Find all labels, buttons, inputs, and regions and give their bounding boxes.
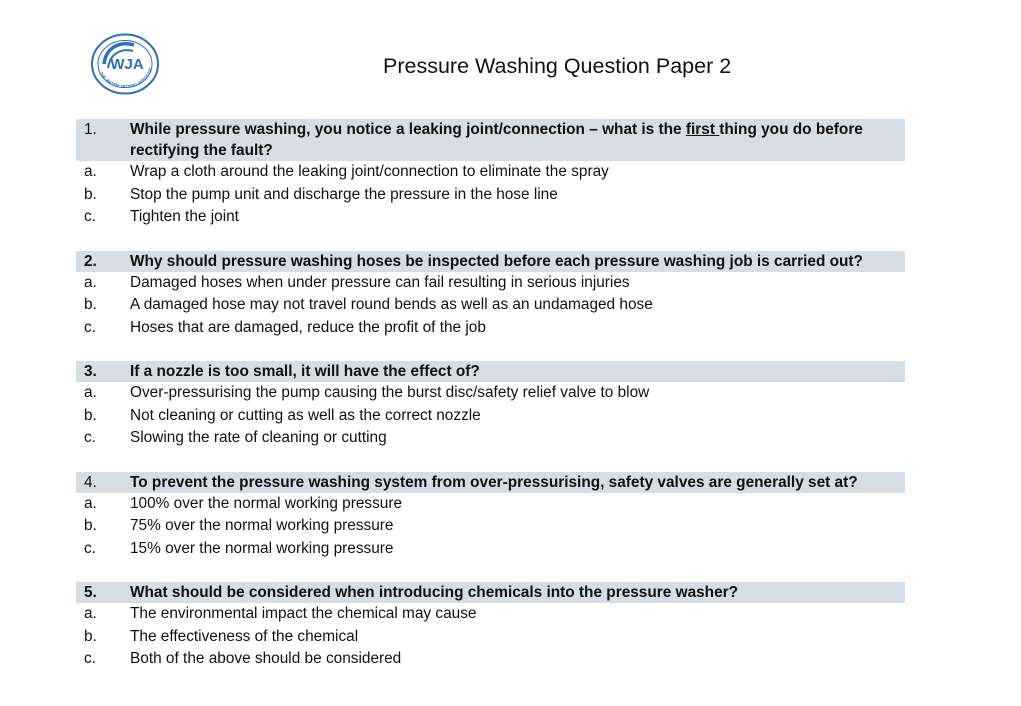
answer-letter: c. <box>84 539 96 557</box>
answer-letter: a. <box>84 494 97 512</box>
answer-text: Over-pressurising the pump causing the burst disc/safety relief valve to blow <box>130 384 650 401</box>
answer-text: Hoses that are damaged, reduce the profit of the job <box>130 318 486 336</box>
answer-text: Not cleaning or cutting as well as the correct nozzle <box>130 406 481 424</box>
answer-letter: b. <box>84 185 97 203</box>
question-text: What should be considered when introducing chemicals into the pressure washer? <box>130 584 739 601</box>
underlined-word: first <box>685 121 720 138</box>
answer-text: Both of the above should be considered <box>130 650 402 667</box>
answer-text: Wrap a cloth around the leaking joint/connection to eliminate the spray <box>130 163 609 180</box>
question-number: 4. <box>84 473 97 491</box>
question-text: If a nozzle is too small, it will have the effect of? <box>130 363 480 380</box>
answer-text: Stop the pump unit and discharge the pressure in the hose line <box>130 185 558 203</box>
question-3 <box>76 361 905 450</box>
answer-option <box>76 538 905 561</box>
question-1 <box>76 119 905 229</box>
answer-text: The effectiveness of the chemical <box>130 627 359 645</box>
answer-text: 15% over the normal working pressure <box>130 539 394 557</box>
question-number: 2. <box>84 252 97 270</box>
answer-option <box>76 161 905 184</box>
answer-text: Damaged hoses when under pressure can fail resulting in serious injuries <box>130 273 630 291</box>
wja-logo <box>90 33 160 95</box>
answer-option <box>76 648 905 671</box>
question-list <box>76 119 905 693</box>
answer-option <box>76 294 905 317</box>
answer-option <box>76 427 905 450</box>
answer-text: 100% over the normal working pressure <box>130 494 403 512</box>
question-text: While pressure washing, you notice a leaking joint/connection – what is the first thing you do before rectifying the fault? <box>130 121 863 159</box>
question-row <box>76 361 905 382</box>
answer-option <box>76 493 905 516</box>
question-row <box>76 472 905 493</box>
answer-letter: b. <box>84 296 97 313</box>
answer-option <box>76 317 905 340</box>
answer-option <box>76 603 905 626</box>
answer-letter: c. <box>84 429 96 446</box>
answer-letter: a. <box>84 163 97 180</box>
question-number: 1. <box>84 121 97 138</box>
answer-letter: b. <box>84 517 97 534</box>
question-row <box>76 251 905 272</box>
page-title: Pressure Washing Question Paper 2 <box>383 54 732 78</box>
answer-option <box>76 206 905 229</box>
answer-letter: c. <box>84 650 96 667</box>
answer-text: The environmental impact the chemical may cause <box>130 605 477 622</box>
question-text: To prevent the pressure washing system from over-pressurising, safety valves are generally set at? <box>130 473 858 491</box>
wja-logo-icon <box>90 33 160 95</box>
answer-option <box>76 626 905 649</box>
answer-letter: a. <box>84 273 97 291</box>
answer-letter: b. <box>84 406 97 424</box>
answer-text: A damaged hose may not travel round bends as well as an undamaged hose <box>130 296 653 313</box>
question-row <box>76 119 905 161</box>
question-4 <box>76 472 905 561</box>
answer-option <box>76 515 905 538</box>
question-row <box>76 582 905 603</box>
question-2 <box>76 251 905 340</box>
question-number: 5. <box>84 584 97 601</box>
answer-letter: a. <box>84 605 97 622</box>
answer-option <box>76 405 905 428</box>
question-text: Why should pressure washing hoses be inspected before each pressure washing job is carried out? <box>130 252 863 270</box>
question-5 <box>76 582 905 671</box>
answer-letter: b. <box>84 627 97 645</box>
answer-text: Tighten the joint <box>130 208 239 225</box>
answer-letter: c. <box>84 318 96 336</box>
logo-ring-text: THE WATER JETTING ASSOCIAT <box>98 66 154 90</box>
answer-option <box>76 272 905 295</box>
answer-text: 75% over the normal working pressure <box>130 517 394 534</box>
answer-letter: c. <box>84 208 96 225</box>
answer-option <box>76 382 905 405</box>
logo-text: WJA <box>110 56 144 73</box>
answer-letter: a. <box>84 384 97 401</box>
answer-option <box>76 184 905 207</box>
answer-text: Slowing the rate of cleaning or cutting <box>130 429 387 446</box>
question-number: 3. <box>84 363 97 380</box>
